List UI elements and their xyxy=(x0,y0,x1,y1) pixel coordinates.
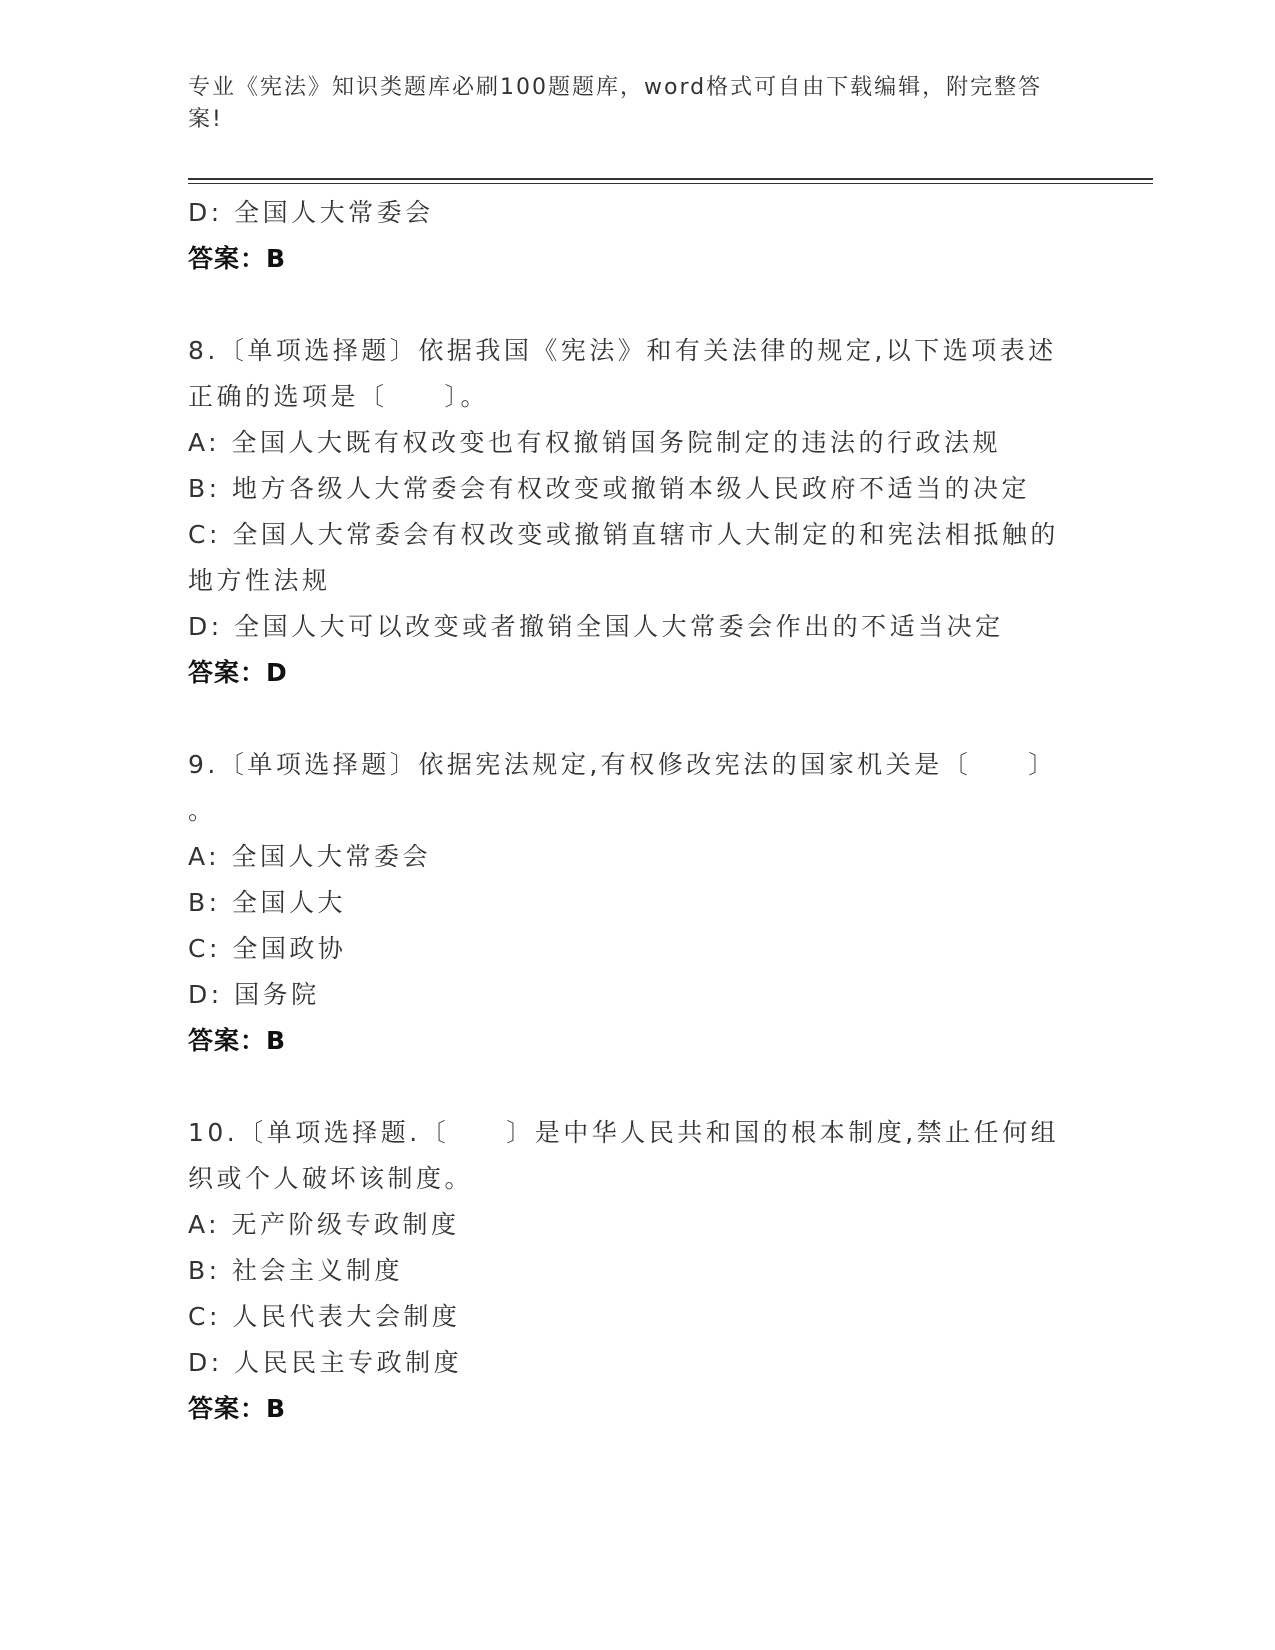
question-9 xyxy=(188,742,1088,1064)
document-body xyxy=(188,190,1088,1432)
document-header: 专业《宪法》知识类题库必刷100题题库，word格式可自由下载编辑，附完整答案! xyxy=(188,75,1043,132)
question-8 xyxy=(188,328,1088,696)
question-7-tail xyxy=(188,190,1088,282)
question-stem-continued: 。 xyxy=(188,796,217,825)
option-a: A: 全国人大常委会 xyxy=(188,842,432,871)
question-stem-continued: 正确的选项是〔 〕。 xyxy=(188,382,490,411)
spacer xyxy=(188,282,1088,328)
answer: 答案：D xyxy=(188,658,288,687)
option-c-continued: 地方性法规 xyxy=(188,566,331,595)
question-stem: 8.〔单项选择题〕依据我国《宪法》和有关法律的规定,以下选项表述 xyxy=(188,336,1057,365)
option-d: D: 人民民主专政制度 xyxy=(188,1348,463,1377)
option-a: A: 全国人大既有权改变也有权撤销国务院制定的违法的行政法规 xyxy=(188,428,1002,457)
option-b: B: 全国人大 xyxy=(188,888,347,917)
header-rule-thick xyxy=(188,178,1153,180)
option-d: D: 国务院 xyxy=(188,980,320,1009)
option-b: B: 地方各级人大常委会有权改变或撤销本级人民政府不适当的决定 xyxy=(188,474,1031,503)
spacer xyxy=(188,696,1088,742)
answer: 答案：B xyxy=(188,1394,287,1423)
question-10 xyxy=(188,1110,1088,1432)
option-d: D: 全国人大可以改变或者撤销全国人大常委会作出的不适当决定 xyxy=(188,612,1004,641)
option-c: C: 人民代表大会制度 xyxy=(188,1302,461,1331)
option-c: C: 全国人大常委会有权改变或撤销直辖市人大制定的和宪法相抵触的 xyxy=(188,520,1059,549)
header-rule-thin xyxy=(188,183,1153,184)
spacer xyxy=(188,1064,1088,1110)
question-stem-continued: 织或个人破坏该制度。 xyxy=(188,1164,474,1193)
answer: 答案：B xyxy=(188,244,287,273)
question-stem: 10.〔单项选择题.〔 〕是中华人民共和国的根本制度,禁止任何组 xyxy=(188,1118,1060,1147)
answer: 答案：B xyxy=(188,1026,287,1055)
option-a: A: 无产阶级专政制度 xyxy=(188,1210,460,1239)
question-stem: 9.〔单项选择题〕依据宪法规定,有权修改宪法的国家机关是〔 〕 xyxy=(188,750,1057,779)
option-b: B: 社会主义制度 xyxy=(188,1256,404,1285)
option-c: C: 全国政协 xyxy=(188,934,347,963)
option-d: D: 全国人大常委会 xyxy=(188,198,434,227)
